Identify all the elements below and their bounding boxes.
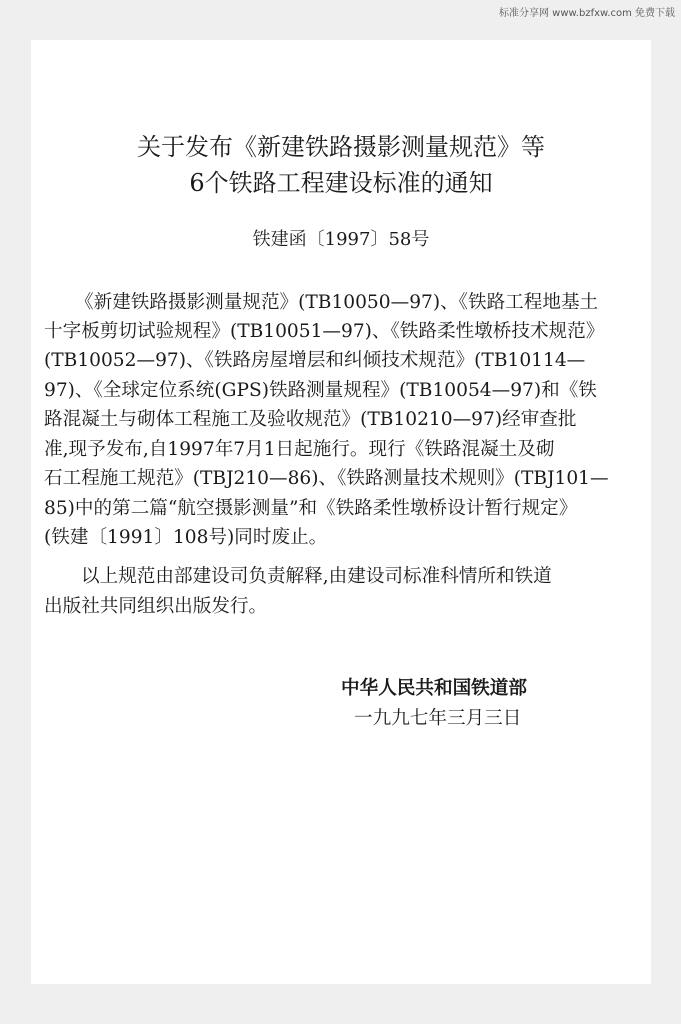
body-line-5: 路混凝土与砌体工程施工及验收规范》(TB10210—97)经审查批 <box>44 409 577 430</box>
body-line-10: 以上规范由部建设司负责解释,由建设司标准科情所和铁道 <box>81 566 552 587</box>
body-line-3: (TB10052—97)、《铁路房屋增层和纠倾技术规范》(TB10114— <box>44 350 586 371</box>
signature-date: 一九九七年三月三日 <box>354 708 522 729</box>
body-line-4: 97)、《全球定位系统(GPS)铁路测量规程》(TB10054—97)和《铁 <box>44 380 597 401</box>
body-line-1: 《新建铁路摄影测量规范》(TB10050—97)、《铁路工程地基土 <box>75 292 599 313</box>
body-line-7: 石工程施工规范》(TBJ210—86)、《铁路测量技术规则》(TBJ101— <box>44 468 609 489</box>
body-line-9: (铁建〔1991〕108号)同时废止。 <box>44 527 328 548</box>
document-page <box>31 40 651 984</box>
document-number: 铁建函〔1997〕58号 <box>252 229 430 250</box>
body-line-6: 准,现予发布,自1997年7月1日起施行。现行《铁路混凝土及砌 <box>44 439 555 460</box>
signature-organization: 中华人民共和国铁道部 <box>341 678 527 699</box>
site-header: 标准分享网 www.bzfxw.com 免费下载 <box>499 8 675 19</box>
body-line-8: 85)中的第二篇“航空摄影测量”和《铁路柔性墩桥设计暂行规定》 <box>44 498 578 519</box>
body-line-11: 出版社共同组织出版发行。 <box>44 596 268 617</box>
body-line-2: 十字板剪切试验规程》(TB10051—97)、《铁路柔性墩桥技术规范》 <box>44 321 605 342</box>
document-title-line-2: 6个铁路工程建设标准的通知 <box>189 169 493 197</box>
document-title-line-1: 关于发布《新建铁路摄影测量规范》等 <box>137 133 545 161</box>
